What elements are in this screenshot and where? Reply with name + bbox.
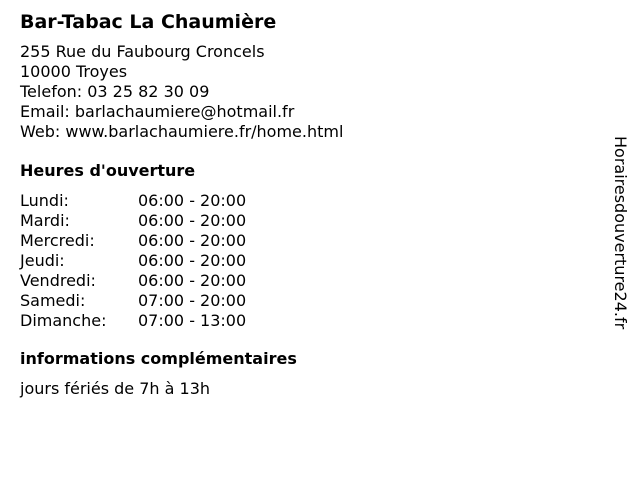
- site-watermark: Horairesdouverture24.fr: [611, 136, 630, 330]
- day-label: Jeudi:: [20, 251, 65, 270]
- hours-row-wednesday: [20, 231, 590, 251]
- time-range: 06:00 - 20:00: [138, 271, 247, 290]
- holiday-note: jours fériés de 7h à 13h: [20, 379, 211, 398]
- street-address: 255 Rue du Faubourg Croncels: [20, 42, 265, 61]
- time-range: 06:00 - 20:00: [138, 191, 247, 210]
- business-name: Bar-Tabac La Chaumière: [20, 11, 277, 33]
- day-label: Dimanche:: [20, 311, 107, 330]
- hours-row-thursday: [20, 251, 590, 271]
- time-range: 06:00 - 20:00: [138, 231, 247, 250]
- phone-line[interactable]: Telefon: 03 25 82 30 09: [20, 82, 210, 101]
- day-label: Mardi:: [20, 211, 70, 230]
- time-range: 07:00 - 20:00: [138, 291, 247, 310]
- website-line[interactable]: Web: www.barlachaumiere.fr/home.html: [20, 122, 344, 141]
- hours-row-saturday: [20, 291, 590, 311]
- hours-row-monday: [20, 191, 590, 211]
- email-line[interactable]: Email: barlachaumiere@hotmail.fr: [20, 102, 295, 121]
- address-block: [20, 42, 590, 142]
- additional-info-heading: informations complémentaires: [20, 349, 297, 368]
- business-card: [20, 10, 590, 399]
- day-label: Lundi:: [20, 191, 69, 210]
- time-range: 06:00 - 20:00: [138, 251, 247, 270]
- hours-row-tuesday: [20, 211, 590, 231]
- city-address: 10000 Troyes: [20, 62, 128, 81]
- opening-hours-heading: Heures d'ouverture: [20, 161, 196, 180]
- opening-hours-list: [20, 191, 590, 331]
- time-range: 07:00 - 13:00: [138, 311, 247, 330]
- time-range: 06:00 - 20:00: [138, 211, 247, 230]
- day-label: Mercredi:: [20, 231, 95, 250]
- day-label: Samedi:: [20, 291, 86, 310]
- hours-row-sunday: [20, 311, 590, 331]
- day-label: Vendredi:: [20, 271, 96, 290]
- hours-row-friday: [20, 271, 590, 291]
